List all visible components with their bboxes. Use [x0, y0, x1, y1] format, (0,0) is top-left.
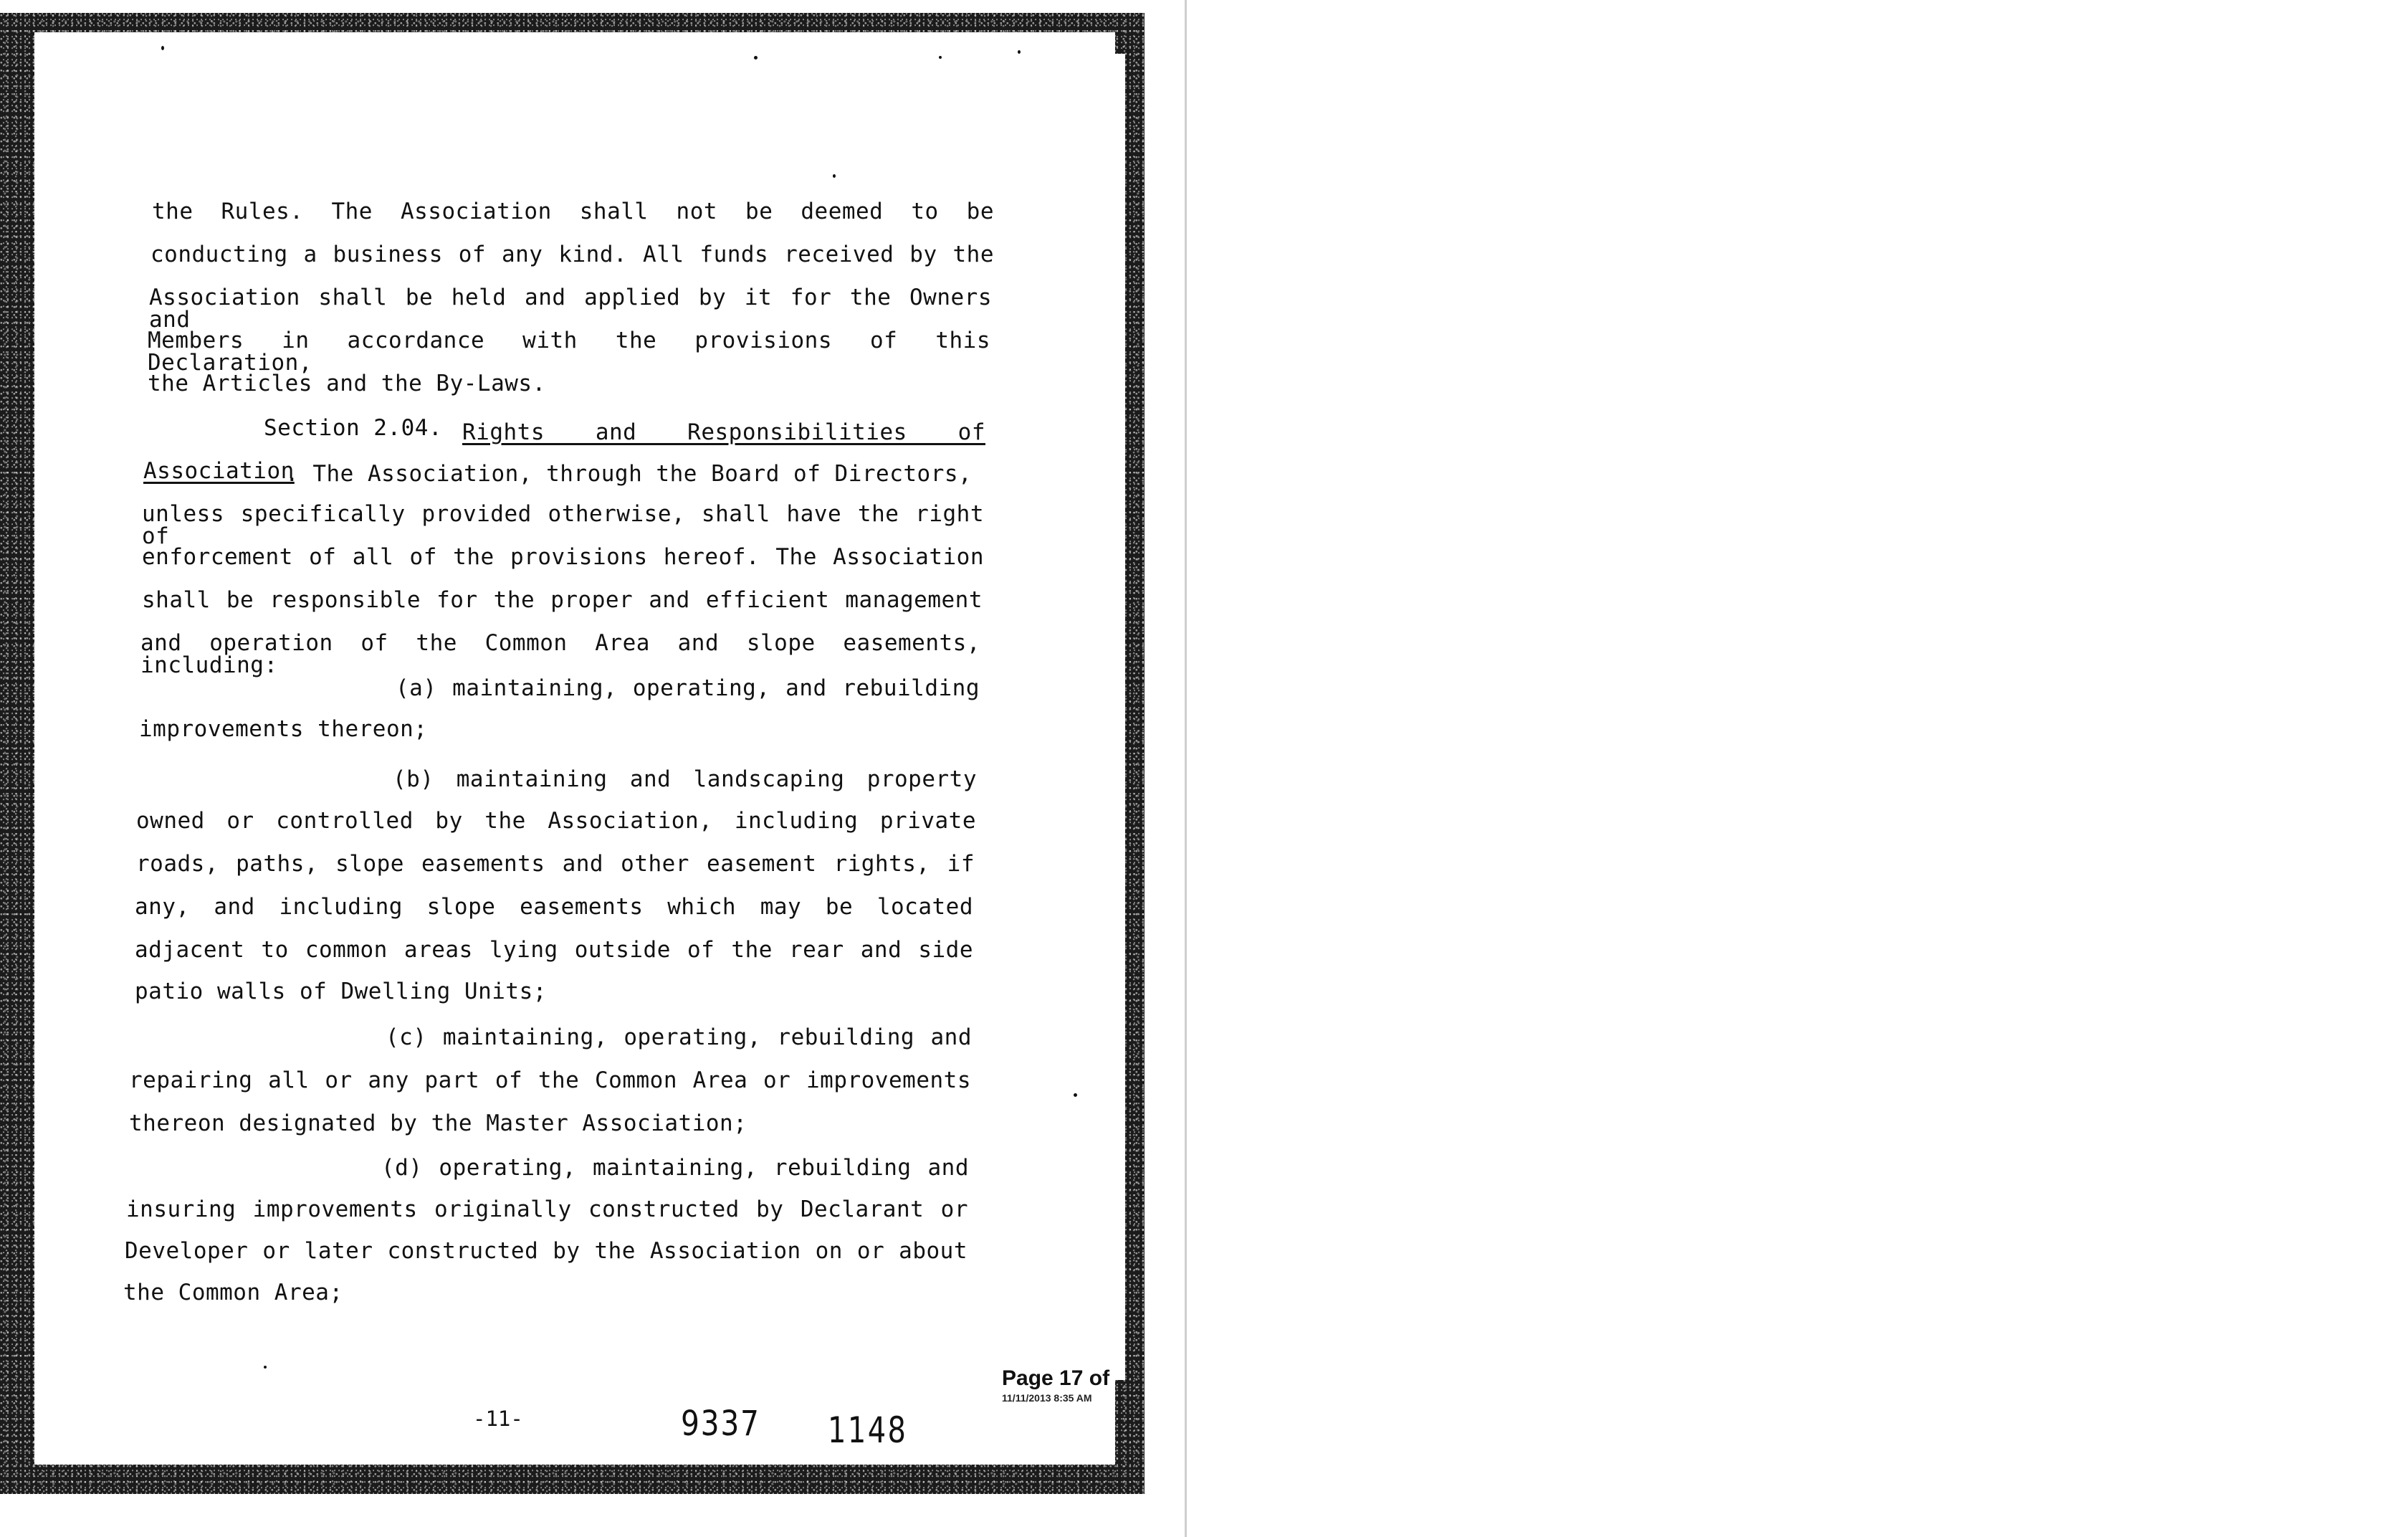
list-item-a: (a) maintaining, operating, and rebuilding	[396, 675, 980, 701]
body-line: the Rules. The Association shall not be deemed to be	[152, 199, 994, 224]
page-number: -11-	[473, 1407, 523, 1431]
list-item-c: (c) maintaining, operating, rebuilding and	[386, 1024, 972, 1050]
body-line: . The Association, through the Board of Directors,	[285, 461, 973, 487]
body-line: the Articles and the By-Laws.	[148, 371, 546, 396]
body-line: Association shall be held and applied by it for the Owners and	[149, 285, 992, 333]
section-label: Section 2.04.	[264, 415, 443, 441]
list-item-b: (b) maintaining and landscaping property	[393, 766, 977, 792]
body-line: enforcement of all of the provisions hereof. The Association	[142, 544, 984, 570]
body-line: the Common Area;	[123, 1280, 343, 1305]
body-line: Members in accordance with the provisions of this Declaration,	[148, 328, 990, 376]
body-line: Developer or later constructed by the Association on or about	[125, 1238, 968, 1264]
list-item-d: (d) operating, maintaining, rebuilding and	[381, 1155, 969, 1181]
recording-page-number: 1148	[828, 1409, 908, 1451]
body-line: conducting a business of any kind. All funds received by the	[150, 242, 994, 267]
section-heading-continued: Association	[143, 458, 295, 484]
body-line: shall be responsible for the proper and efficient management	[142, 587, 983, 613]
body-line: roads, paths, slope easements and other easement rights, if	[136, 851, 975, 877]
scan-speck	[833, 174, 836, 178]
body-line: insuring improvements originally constructed by Declarant or	[126, 1196, 968, 1222]
body-line: adjacent to common areas lying outside of the rear and side	[135, 937, 973, 963]
viewer-divider	[1185, 0, 1187, 1537]
scan-speck	[1018, 50, 1021, 54]
scan-speck	[1074, 1093, 1077, 1097]
body-line: any, and including slope easements which may be located	[135, 894, 973, 920]
scan-speck	[264, 1366, 267, 1369]
scan-speck	[754, 56, 758, 60]
scan-speck	[161, 46, 164, 50]
body-line: unless specifically provided otherwise, shall have the right of	[142, 501, 984, 549]
body-line: repairing all or any part of the Common Area or improvements	[129, 1067, 971, 1093]
body-line: patio walls of Dwelling Units;	[135, 979, 547, 1004]
section-heading: Rights and Responsibilities of	[462, 419, 985, 445]
page-count-label: Page 17 of	[1002, 1366, 1110, 1390]
page-edge	[1115, 54, 1125, 1380]
recording-book-number: 9337	[681, 1404, 760, 1444]
body-line: and operation of the Common Area and slope easements, including:	[140, 630, 980, 678]
scan-speck	[939, 56, 942, 59]
body-line: improvements thereon;	[139, 716, 428, 742]
body-line: thereon designated by the Master Association;	[129, 1110, 747, 1136]
body-line: owned or controlled by the Association, including private	[136, 808, 976, 834]
print-timestamp: 11/11/2013 8:35 AM	[1002, 1392, 1092, 1404]
